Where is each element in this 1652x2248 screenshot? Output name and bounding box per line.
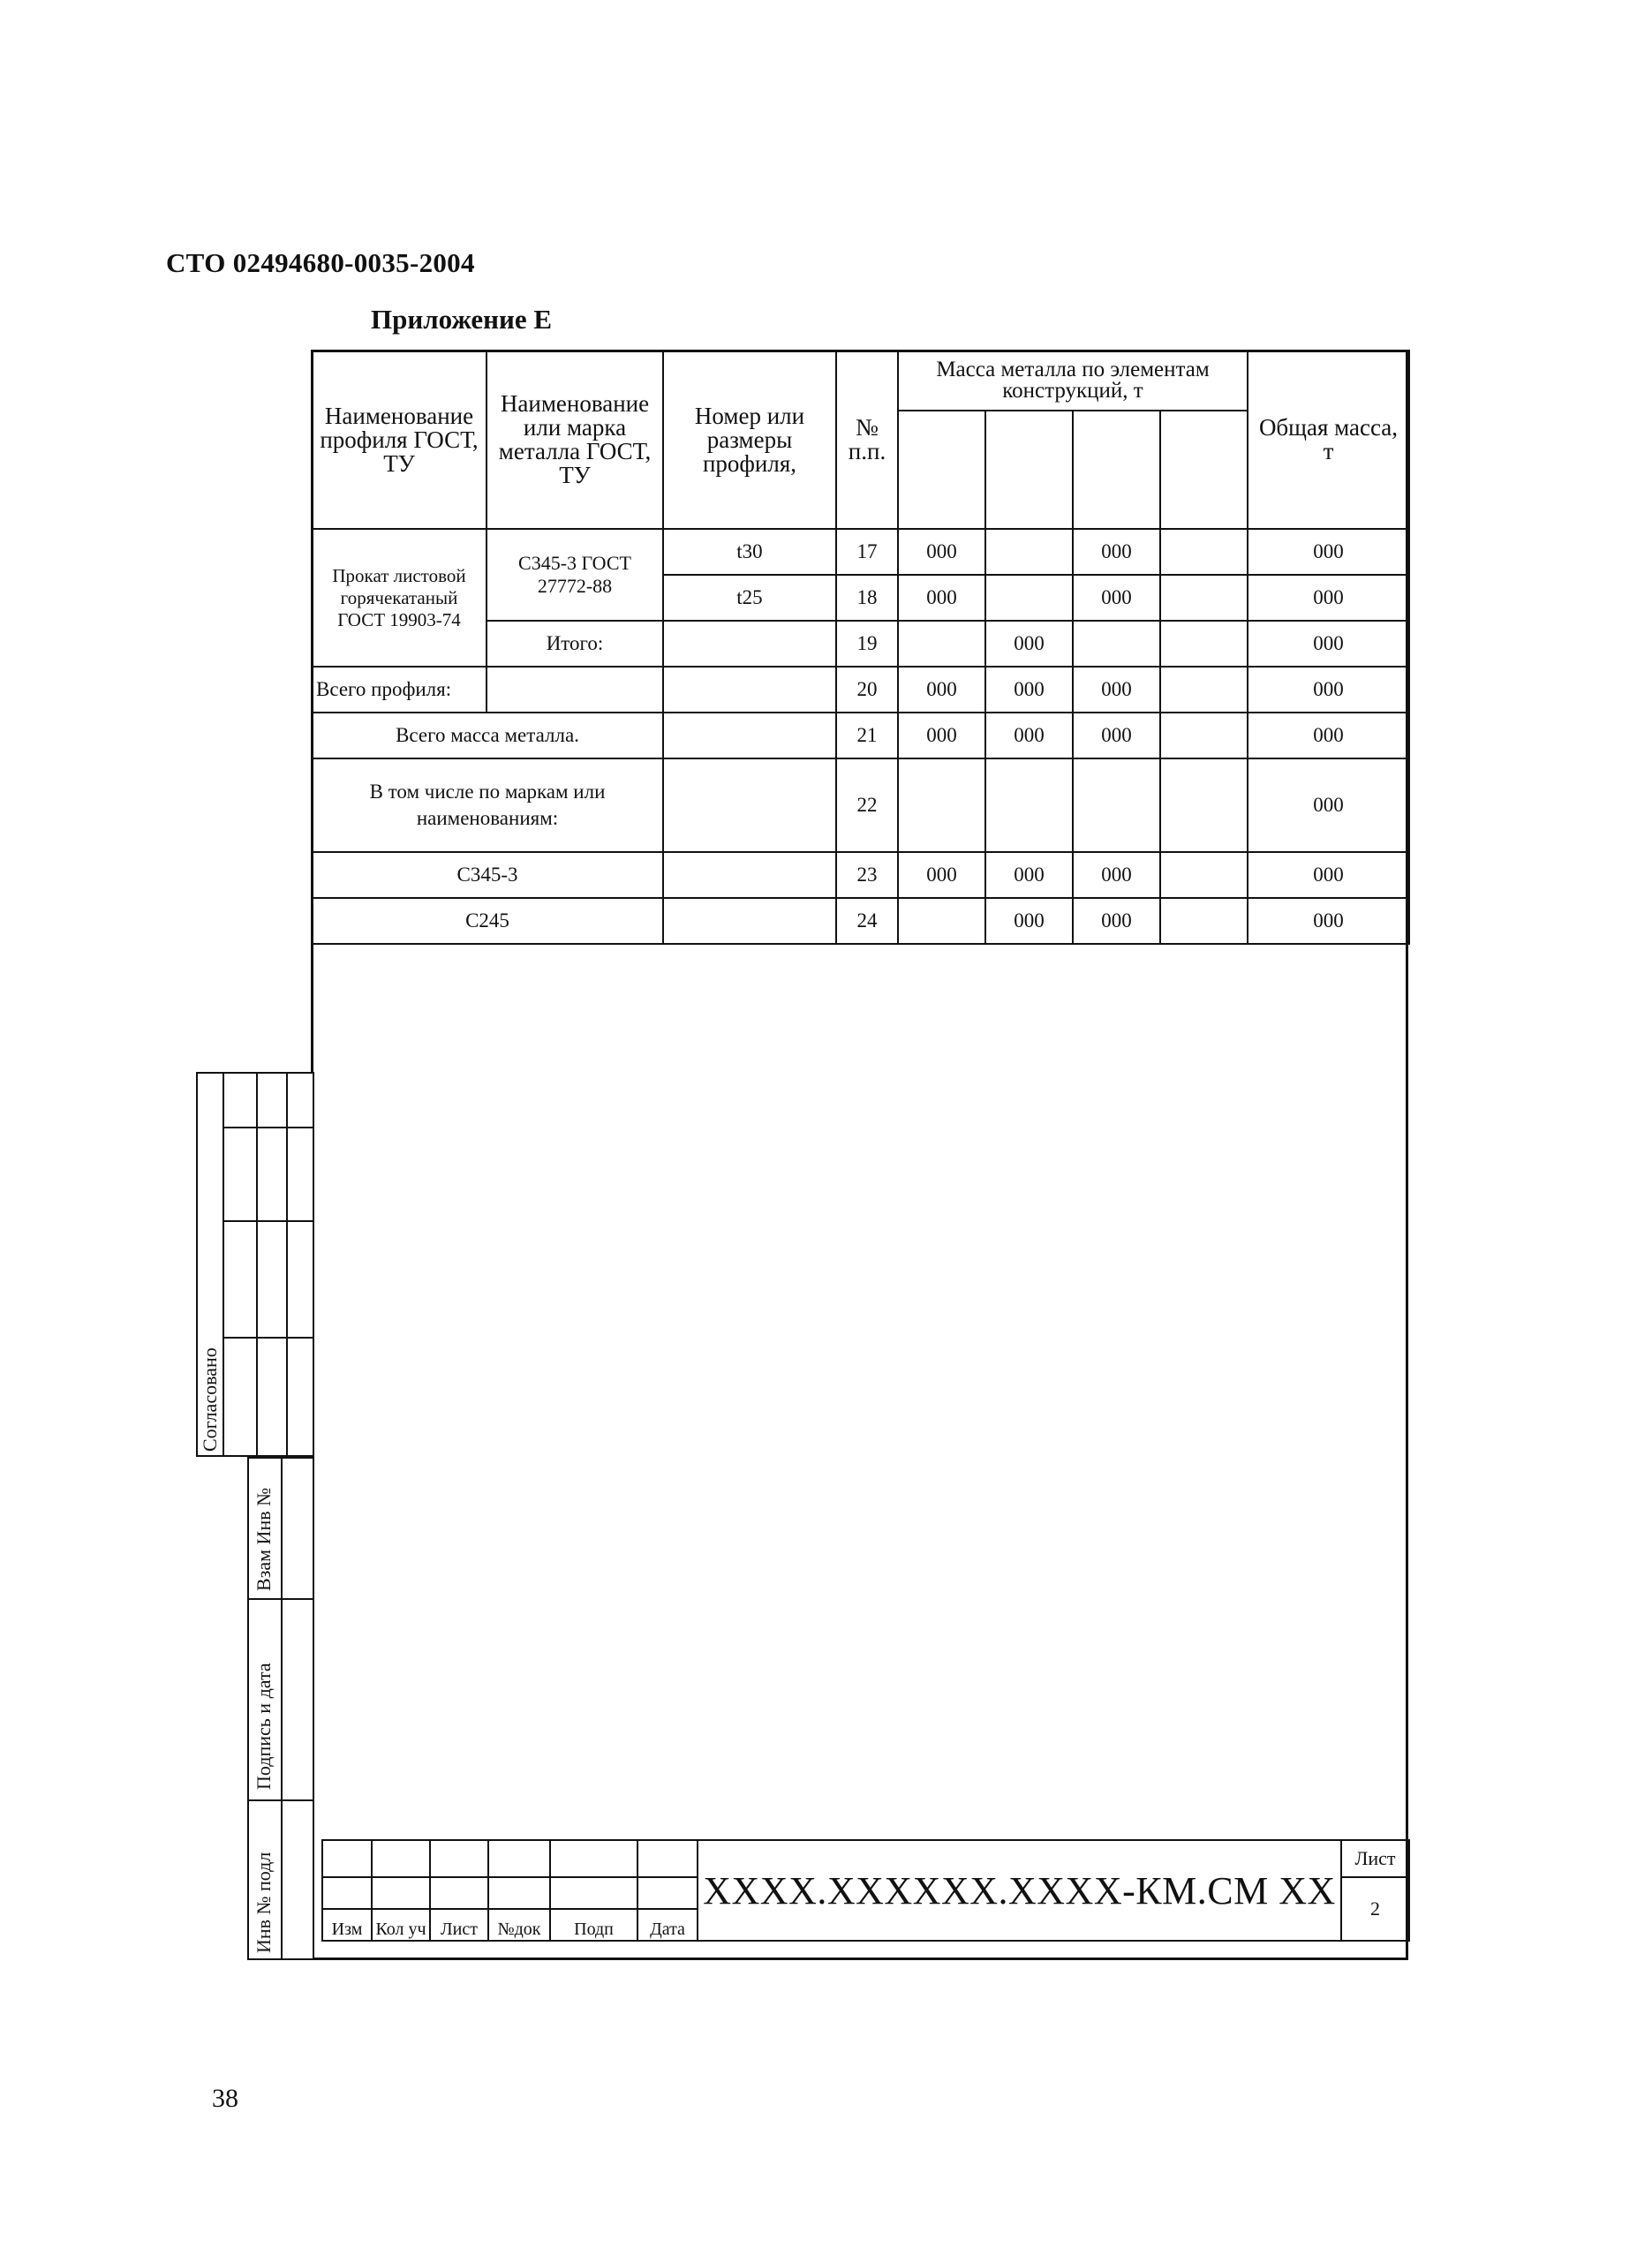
cell-total: 000 [1248, 667, 1409, 713]
cell-mass-4 [1160, 667, 1248, 713]
col-qty: Кол уч [372, 1909, 430, 1941]
cell-metal-name: Итого: [487, 621, 663, 667]
inventory-stamp [247, 1457, 314, 1960]
cell-mass-4 [1160, 575, 1248, 621]
cell-mass-2 [985, 529, 1073, 575]
header-profile-size: Номер или размеры профиля, [663, 351, 836, 529]
cell-mass-1 [898, 898, 985, 944]
cell-size [663, 621, 836, 667]
header-row-number: № п.п. [836, 351, 898, 529]
cell-profile-total-label: Всего профиля: [312, 667, 487, 713]
sheet-number: 2 [1341, 1877, 1409, 1941]
cell-mass-4 [1160, 852, 1248, 898]
cell-total: 000 [1248, 529, 1409, 575]
cell-mass-2 [985, 758, 1073, 852]
header-mass-by-elements: Масса металла по элементам конструкций, т [898, 351, 1248, 411]
sheet-label: Лист [1341, 1840, 1409, 1877]
col-sheet: Лист [430, 1909, 488, 1941]
cell-size [663, 667, 836, 713]
header-element-3 [1073, 411, 1160, 529]
metal-specification-table [311, 350, 1410, 945]
cell-mass-4 [1160, 713, 1248, 758]
cell-mass-3 [1073, 758, 1160, 852]
cell-row-no: 24 [836, 898, 898, 944]
cell-mass-3: 000 [1073, 713, 1160, 758]
cell-grade-label: С245 [312, 898, 663, 944]
cell-size [663, 713, 836, 758]
cell-mass-2 [985, 575, 1073, 621]
cell-row-no: 17 [836, 529, 898, 575]
cell-mass-2: 000 [985, 898, 1073, 944]
col-signature: Подп [550, 1909, 637, 1941]
cell-mass-1: 000 [898, 575, 985, 621]
cell-total: 000 [1248, 575, 1409, 621]
cell-size: t25 [663, 575, 836, 621]
header-element-2 [985, 411, 1073, 529]
cell-total: 000 [1248, 758, 1409, 852]
cell-mass-4 [1160, 529, 1248, 575]
cell-total: 000 [1248, 898, 1409, 944]
title-block [321, 1839, 1410, 1942]
cell-mass-4 [1160, 758, 1248, 852]
cell-mass-1: 000 [898, 529, 985, 575]
header-metal-name: Наименование или марка металла ГОСТ, ТУ [487, 351, 663, 529]
cell-mass-2: 000 [985, 852, 1073, 898]
cell-mass-1: 000 [898, 852, 985, 898]
cell-row-no: 19 [836, 621, 898, 667]
cell-mass-3: 000 [1073, 898, 1160, 944]
cell-by-grade-label: В том числе по маркам или наименованиям: [312, 758, 663, 852]
cell-size [663, 898, 836, 944]
agreed-label: Согласовано [199, 1347, 221, 1452]
appendix-title: Приложение Е [371, 304, 553, 335]
cell-row-no: 20 [836, 667, 898, 713]
cell-mass-2: 000 [985, 621, 1073, 667]
replaced-inv-label: Взам Инв № [253, 1487, 275, 1591]
cell-total: 000 [1248, 852, 1409, 898]
cell-mass-3: 000 [1073, 575, 1160, 621]
header-total-mass: Общая масса, т [1248, 351, 1409, 529]
cell-mass-1: 000 [898, 667, 985, 713]
header-profile-name: Наименование профиля ГОСТ, ТУ [312, 351, 487, 529]
cell-mass-3 [1073, 621, 1160, 667]
header-element-1 [898, 411, 985, 529]
col-date: Дата [637, 1909, 698, 1941]
cell-mass-1 [898, 621, 985, 667]
cell-mass-4 [1160, 621, 1248, 667]
cell-row-no: 23 [836, 852, 898, 898]
cell-row-no: 21 [836, 713, 898, 758]
col-doc-no: №док [488, 1909, 550, 1941]
inv-original-label: Инв № подл [253, 1852, 275, 1953]
cell-metal-total-label: Всего масса металла. [312, 713, 663, 758]
cell-mass-3: 000 [1073, 852, 1160, 898]
cell-mass-4 [1160, 898, 1248, 944]
cell-mass-1: 000 [898, 713, 985, 758]
cell-mass-2: 000 [985, 713, 1073, 758]
cell-mass-3: 000 [1073, 667, 1160, 713]
cell-grade-label: С345-3 [312, 852, 663, 898]
page-number: 38 [212, 2084, 238, 2113]
cell-mass-3: 000 [1073, 529, 1160, 575]
document-code: СТО 02494680-0035-2004 [166, 247, 475, 278]
cell-mass-1 [898, 758, 985, 852]
cell-size [663, 852, 836, 898]
cell-row-no: 22 [836, 758, 898, 852]
cell-size: t30 [663, 529, 836, 575]
cell-metal-name: С345-3 ГОСТ 27772-88 [487, 529, 663, 621]
cell-total: 000 [1248, 621, 1409, 667]
cell-total: 000 [1248, 713, 1409, 758]
signature-date-label: Подпись и дата [253, 1663, 275, 1790]
cell-size [663, 758, 836, 852]
col-change: Изм [322, 1909, 372, 1941]
cell-metal-name [487, 667, 663, 713]
header-element-4 [1160, 411, 1248, 529]
approval-stamp [196, 1072, 314, 1457]
drawing-designation: XXXX.XXXXXX.XXXX-КМ.СМ XX [698, 1840, 1341, 1941]
cell-mass-2: 000 [985, 667, 1073, 713]
cell-row-no: 18 [836, 575, 898, 621]
cell-profile-name: Прокат листовой горячекатаный ГОСТ 19903-74 [312, 529, 487, 667]
